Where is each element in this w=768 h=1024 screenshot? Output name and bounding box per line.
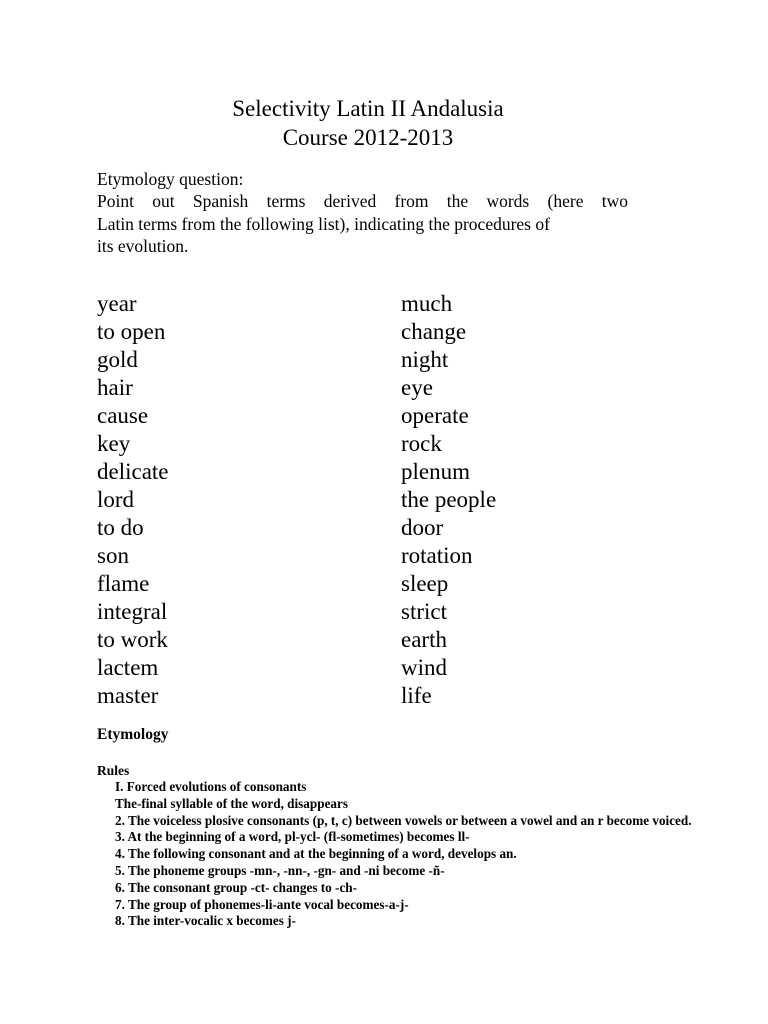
word-item: master (97, 683, 159, 708)
word-item: life (401, 683, 432, 708)
word-item: delicate (97, 459, 169, 484)
rule-item: 8. The inter-vocalic x becomes j- (115, 913, 296, 929)
word-item: night (401, 347, 449, 372)
word-item: strict (401, 599, 447, 624)
word-list-left (97, 290, 169, 710)
rule-item: I. Forced evolutions of consonants (115, 779, 307, 794)
rules-heading: Rules (97, 763, 130, 778)
word-item: sleep (401, 571, 449, 596)
word-item: to do (97, 515, 144, 540)
question-line: Point out Spanish terms derived from the words (here two (97, 191, 628, 211)
word-item: much (401, 291, 453, 316)
word-item: operate (401, 403, 469, 428)
rule-item: 3. At the beginning of a word, pl-ycl- (fl-sometimes) becomes ll- (115, 829, 470, 845)
word-item: rotation (401, 543, 473, 568)
word-item: to open (97, 319, 166, 344)
rule-item: 2. The voiceless plosive consonants (p, t, c) between vowels or between a vowel and an r become voiced. (115, 812, 692, 828)
word-item: earth (401, 627, 447, 652)
question-heading: Etymology question: (97, 169, 244, 189)
word-item: the people (401, 487, 497, 512)
word-item: door (401, 515, 444, 540)
question-line: Latin terms from the following list), indicating the procedures of (97, 213, 550, 234)
word-item: wind (401, 655, 447, 680)
word-item: cause (97, 403, 149, 428)
word-item: son (97, 543, 129, 568)
question-text (97, 190, 628, 258)
question-line: its evolution. (97, 236, 189, 256)
word-item: key (97, 431, 131, 456)
rule-item: 6. The consonant group -ct- changes to -ch- (115, 879, 358, 895)
word-item: hair (97, 375, 133, 400)
word-item: year (97, 291, 137, 316)
rule-item: 7. The group of phonemes-li-ante vocal becomes-a-j- (115, 896, 409, 912)
rule-item: 4. The following consonant and at the beginning of a word, develops an. (115, 846, 517, 862)
word-item: lord (97, 487, 135, 512)
word-item: lactem (97, 655, 159, 680)
etymology-heading: Etymology (97, 726, 169, 743)
rule-item: 5. The phoneme groups -mn-, -nn-, -gn- and -ni become -ñ- (115, 862, 445, 878)
word-list-right (401, 290, 496, 710)
word-item: plenum (401, 459, 470, 484)
document-title: Selectivity Latin II Andalusia (232, 96, 504, 121)
word-item: change (401, 319, 467, 344)
word-item: to work (97, 627, 168, 652)
word-item: eye (401, 375, 433, 400)
document-subtitle: Course 2012-2013 (282, 125, 454, 150)
word-item: integral (97, 599, 168, 624)
word-item: flame (97, 571, 150, 596)
rules-list (115, 779, 765, 930)
word-item: rock (401, 431, 442, 456)
rule-item: The-final syllable of the word, disappears (115, 795, 348, 811)
word-item: gold (97, 347, 138, 372)
